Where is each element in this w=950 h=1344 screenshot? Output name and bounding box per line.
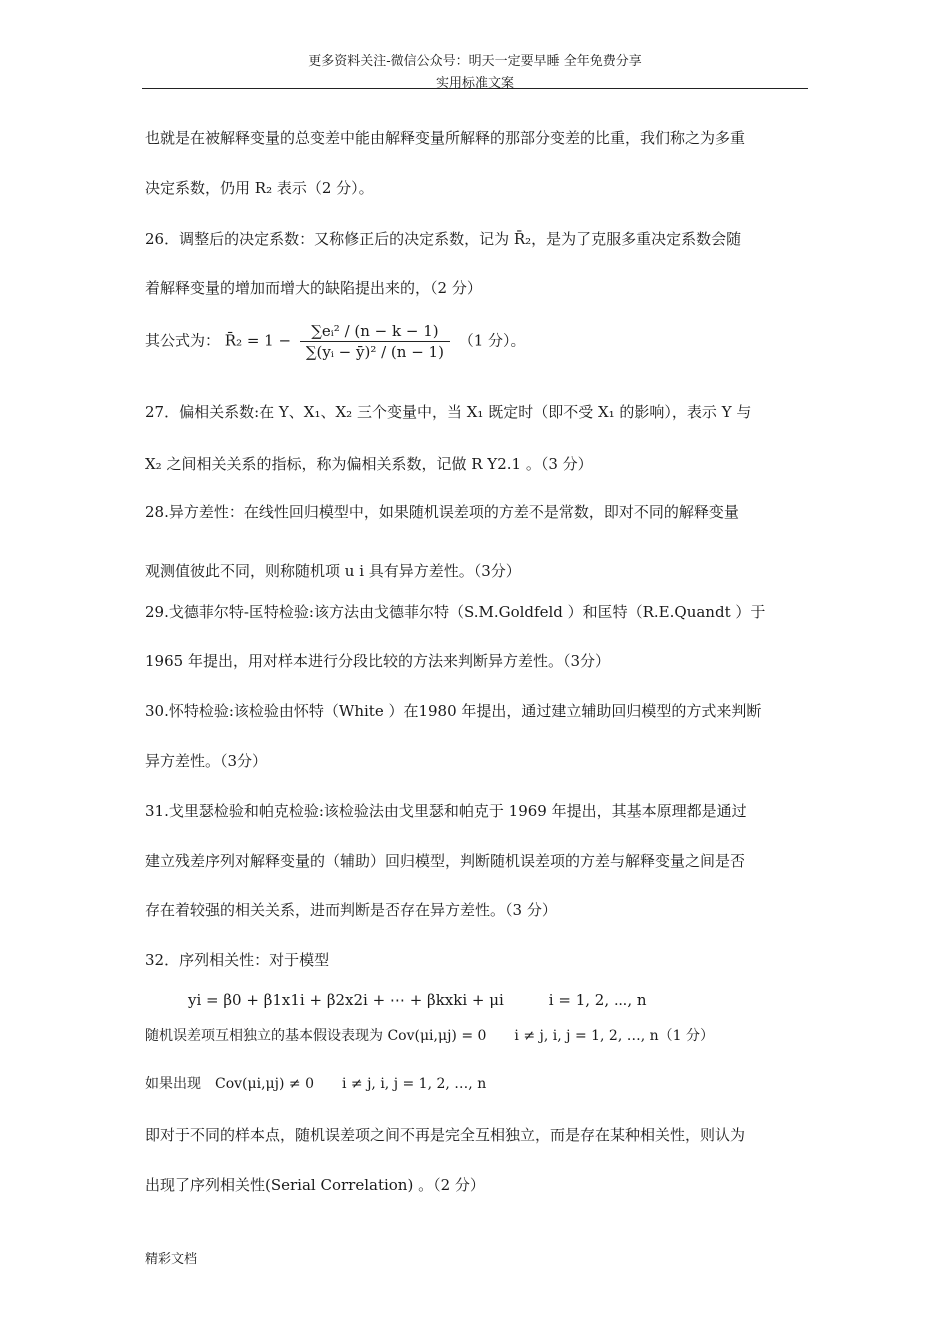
text-line: 着解释变量的增加而增大的缺陷提出来的，（2 分） [145, 279, 482, 297]
formula-denominator: ∑(yᵢ − ȳ)² / (n − 1) [305, 343, 444, 361]
text-line: 27．偏相关系数:在 Y、X₁、X₂ 三个变量中，当 X₁ 既定时（即不受 X₁ 的影响），表示 Y 与 [145, 403, 752, 421]
text-line: 随机误差项互相独立的基本假设表现为 Cov(μi,μj) = 0 i ≠ j, i, j = 1, 2, …, n（1 分） [145, 1028, 715, 1044]
text-line: 1965 年提出，用对样本进行分段比较的方法来判断异方差性。（3分） [145, 652, 610, 670]
text-line: 存在着较强的相关关系，进而判断是否存在异方差性。（3 分） [145, 901, 557, 919]
text-line: X₂ 之间相关关系的指标，称为偏相关系数，记做 R Y2.1 。（3 分） [145, 455, 593, 473]
page-footer: 精彩文档 [145, 1252, 198, 1267]
text-line: 31.戈里瑟检验和帕克检验:该检验法由戈里瑟和帕克于 1969 年提出，其基本原理都是通过 [145, 802, 747, 820]
text-line: 建立残差序列对解释变量的（辅助）回归模型，判断随机误差项的方差与解释变量之间是否 [145, 852, 746, 870]
text-line: 异方差性。（3分） [145, 752, 268, 770]
formula-numerator: ∑eᵢ² / (n − k − 1) [300, 322, 450, 342]
text-line: 决定系数，仍用 R₂ 表示（2 分）。 [145, 179, 374, 197]
model-equation: yi = β0 + β1x1i + β2x2i + ⋯ + βkxki + μi i = 1, 2, ⋯, n [188, 991, 647, 1009]
text-line: 即对于不同的样本点，随机误差项之间不再是完全互相独立，而是存在某种相关性，则认为 [145, 1126, 746, 1144]
text-line: 观测值彼此不同，则称随机项 u i 具有异方差性。（3分） [145, 562, 521, 580]
text-line: 26．调整后的决定系数：又称修正后的决定系数，记为 R̄₂，是为了克服多重决定系数会随 [145, 230, 742, 248]
header-line2: 实用标准文案 [435, 76, 514, 91]
text-line: 出现了序列相关性(Serial Correlation) 。（2 分） [145, 1176, 485, 1194]
header-rule [142, 88, 808, 89]
formula-prefix: 其公式为： R̄₂ = 1 − [145, 331, 292, 350]
formula-suffix: （1 分）。 [458, 331, 526, 350]
text-line: 如果出现 Cov(μi,μj) ≠ 0 i ≠ j, i, j = 1, 2, …, n [145, 1076, 487, 1092]
text-line: 28.异方差性：在线性回归模型中，如果随机误差项的方差不是常数，即对不同的解释变量 [145, 503, 739, 521]
formula-line [145, 322, 526, 361]
text-line: 29.戈德菲尔特-匡特检验:该方法由戈德菲尔特（S.M.Goldfeld ）和匡特（R.E.Quandt ）于 [145, 603, 766, 621]
formula-fraction [300, 322, 450, 361]
text-line: 也就是在被解释变量的总变差中能由解释变量所解释的那部分变差的比重，我们称之为多重 [145, 129, 746, 147]
text-line: 32．序列相关性：对于模型 [145, 951, 330, 969]
header-line1: 更多资料关注-微信公众号：明天一定要早睡 全年免费分享 [308, 54, 642, 69]
text-line: 30.怀特检验:该检验由怀特（White ）在1980 年提出，通过建立辅助回归模型的方式来判断 [145, 702, 762, 720]
